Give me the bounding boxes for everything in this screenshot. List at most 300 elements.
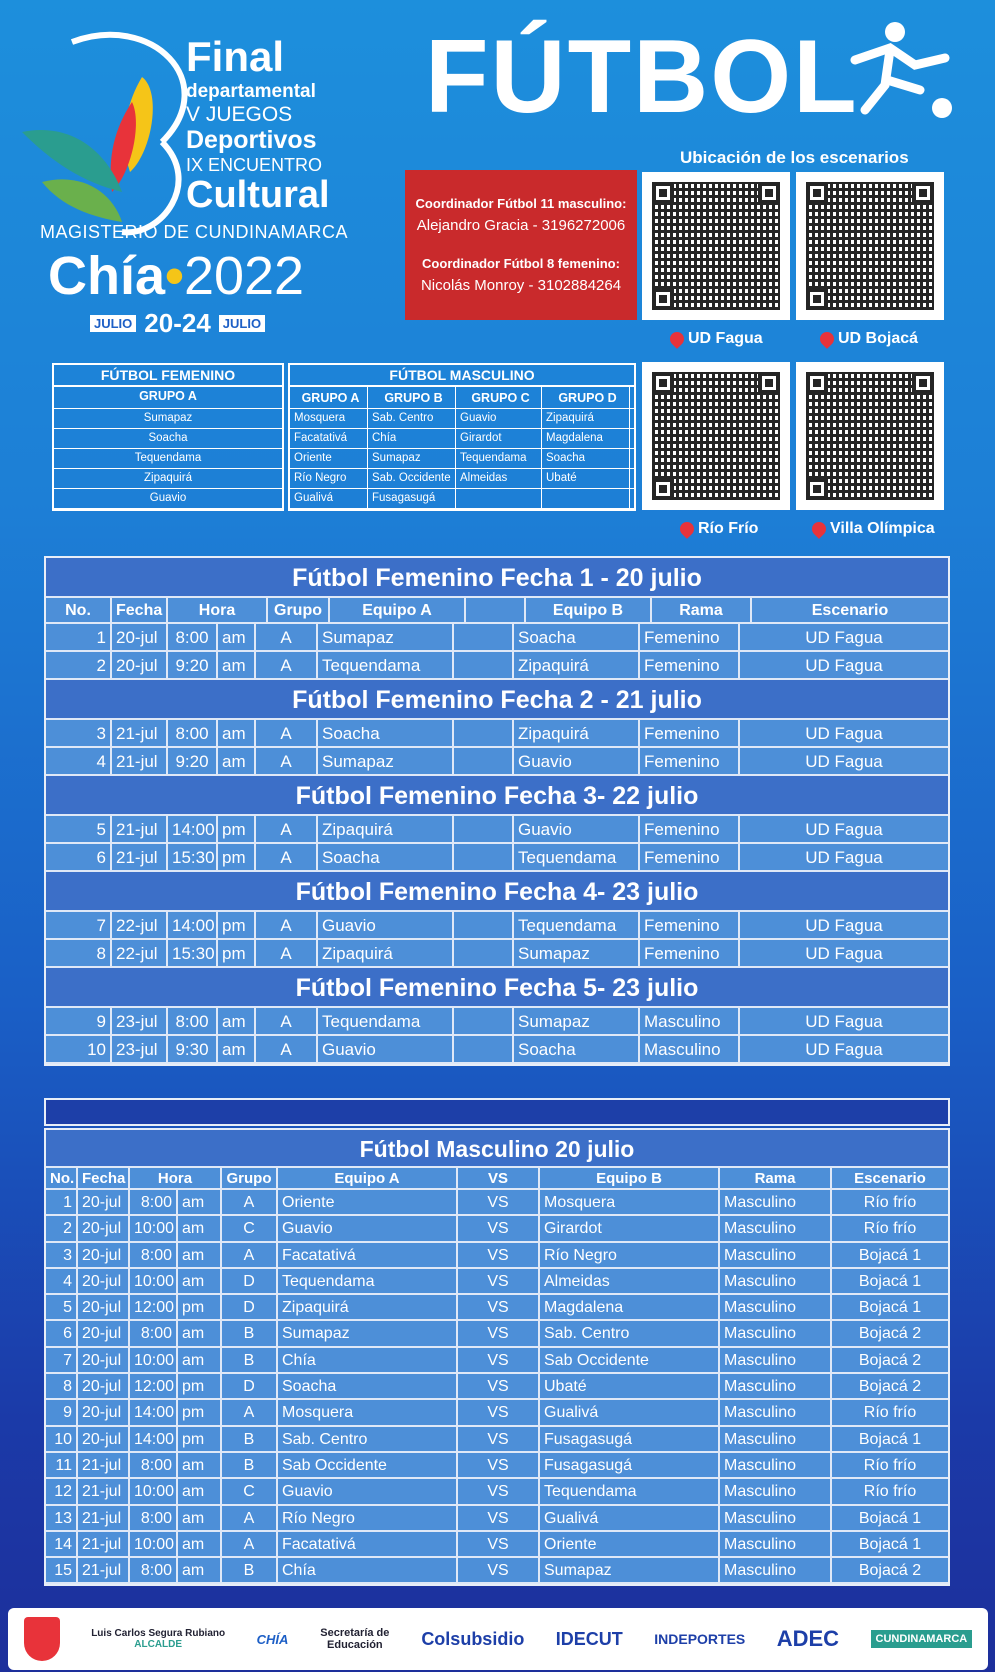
femenino-match-cell: A — [256, 940, 318, 966]
masculino-match-cell: VS — [458, 1190, 540, 1214]
masculino-group-cell: Mosquera — [290, 409, 368, 428]
masculino-match-cell: Bojacá 1 — [858, 1535, 922, 1553]
masculino-group-cell: Tequendama — [456, 449, 542, 468]
masculino-match-cell: Bojacá 1 — [858, 1246, 922, 1264]
femenino-match-cell: 20-jul — [112, 652, 168, 678]
femenino-match-cell: 22-jul — [112, 912, 168, 938]
masculino-group-header: GRUPO B — [368, 387, 456, 408]
femenino-match-cell: UD Fagua — [805, 944, 883, 963]
femenino-match-cell: 8 — [46, 940, 112, 966]
masculino-group-cell: Facatativá — [290, 429, 368, 448]
masculino-match-cell: 8:00 — [130, 1558, 178, 1582]
masculino-match-cell: D — [222, 1295, 278, 1319]
femenino-match-cell: 14:00 — [168, 816, 218, 842]
masculino-match-cell: am — [178, 1506, 222, 1530]
masculino-match-cell: Gualivá — [540, 1506, 720, 1530]
masculino-match-cell: VS — [458, 1453, 540, 1477]
femenino-team-row: Zipaquirá — [54, 469, 282, 489]
masculino-match-cell: am — [178, 1190, 222, 1214]
masculino-match-row — [46, 1295, 948, 1321]
femenino-match-row — [46, 940, 948, 968]
masculino-match-cell: 12:00 — [130, 1295, 178, 1319]
femenino-team-row: Guavio — [54, 489, 282, 509]
masculino-match-cell: 10:00 — [130, 1269, 178, 1293]
masculino-match-row — [46, 1269, 948, 1295]
masculino-match-cell: Masculino — [720, 1321, 832, 1345]
masculino-match-cell: 20-jul — [78, 1295, 130, 1319]
masculino-match-cell: 8 — [46, 1374, 78, 1398]
masculino-group-cell: Sab. Occidente — [368, 469, 456, 488]
masculino-match-row — [46, 1190, 948, 1216]
femenino-match-cell — [454, 624, 514, 650]
femenino-match-cell — [454, 652, 514, 678]
masculino-match-cell: 3 — [46, 1243, 78, 1267]
masculino-column-headers — [46, 1168, 948, 1190]
coordinators-box — [405, 170, 637, 320]
femenino-match-cell: UD Fagua — [805, 752, 883, 771]
femenino-column-header: Equipo A — [330, 598, 466, 622]
femenino-match-cell: A — [256, 624, 318, 650]
masculino-match-cell: Bojacá 1 — [858, 1299, 922, 1317]
masculino-groups-table — [288, 363, 636, 511]
masculino-group-cell: Río Negro — [290, 469, 368, 488]
masculino-match-row — [46, 1321, 948, 1347]
masculino-match-row — [46, 1216, 948, 1242]
chia-2022: Chía•2022 — [48, 246, 305, 306]
masculino-match-cell: Ubaté — [540, 1374, 720, 1398]
femenino-match-row — [46, 816, 948, 844]
masculino-group-cell: Sab. Centro — [368, 409, 456, 428]
masculino-match-cell: Soacha — [278, 1374, 458, 1398]
masculino-column-header: Escenario — [854, 1170, 926, 1187]
masculino-match-cell: am — [178, 1321, 222, 1345]
venue-ud-fagua: UD Fagua — [670, 330, 763, 348]
femenino-match-cell: am — [218, 720, 256, 746]
masculino-group-header: GRUPO D — [542, 387, 630, 408]
masculino-match-cell: Río frío — [863, 1456, 917, 1474]
femenino-match-row — [46, 1008, 948, 1036]
masculino-match-cell: Masculino — [720, 1243, 832, 1267]
masculino-match-cell: Facatativá — [278, 1243, 458, 1267]
femenino-match-row — [46, 844, 948, 872]
masculino-match-cell: B — [222, 1348, 278, 1372]
qr-villa-olimpica[interactable] — [796, 362, 944, 510]
masculino-match-cell: Bojacá 1 — [858, 1272, 922, 1290]
femenino-team-row: Sumapaz — [54, 409, 282, 429]
masculino-match-cell: Guavio — [278, 1216, 458, 1240]
femenino-section-title: Fútbol Femenino Fecha 3- 22 julio — [46, 776, 948, 816]
masculino-match-cell: 10:00 — [130, 1479, 178, 1503]
masculino-match-cell: 10:00 — [130, 1216, 178, 1240]
masculino-match-cell: B — [222, 1427, 278, 1451]
masculino-match-cell: Oriente — [278, 1190, 458, 1214]
masculino-match-cell: Masculino — [720, 1558, 832, 1582]
masculino-match-cell: Masculino — [720, 1532, 832, 1556]
masculino-match-row — [46, 1558, 948, 1584]
masculino-match-cell: 21-jul — [78, 1558, 130, 1582]
femenino-match-cell: pm — [218, 844, 256, 870]
soccer-player-icon — [845, 20, 955, 120]
masculino-match-cell: 1 — [46, 1190, 78, 1214]
qr-ud-fagua[interactable] — [642, 172, 790, 320]
femenino-match-cell: Zipaquirá — [318, 940, 454, 966]
masculino-match-cell: VS — [458, 1427, 540, 1451]
coordinator-2-title: Coordinador Fútbol 8 femenino: — [422, 256, 620, 271]
masculino-match-cell: A — [222, 1243, 278, 1267]
masculino-match-cell: 10:00 — [130, 1348, 178, 1372]
masculino-match-cell: Fusagasugá — [540, 1427, 720, 1451]
venue-ud-bojaca: UD Bojacá — [820, 330, 918, 348]
masculino-groups-title: FÚTBOL MASCULINO — [290, 365, 634, 387]
masculino-match-cell: Masculino — [720, 1295, 832, 1319]
femenino-match-cell: Femenino — [640, 940, 740, 966]
femenino-column-header: Equipo B — [526, 598, 652, 622]
masculino-match-cell: Masculino — [720, 1269, 832, 1293]
masculino-group-cell: Fusagasugá — [368, 489, 456, 508]
femenino-column-header: Escenario — [811, 602, 889, 619]
masculino-match-cell: 10:00 — [130, 1532, 178, 1556]
masculino-match-cell: Bojacá 1 — [858, 1430, 922, 1448]
masculino-match-cell: 20-jul — [78, 1400, 130, 1424]
masculino-match-row — [46, 1506, 948, 1532]
femenino-match-cell: Masculino — [640, 1036, 740, 1062]
masculino-match-cell: C — [222, 1216, 278, 1240]
femenino-match-row — [46, 624, 948, 652]
femenino-match-cell: 23-jul — [112, 1036, 168, 1062]
chia-shield-logo — [24, 1617, 60, 1661]
qr-ud-bojaca[interactable] — [796, 172, 944, 320]
masculino-column-header: No. — [46, 1168, 78, 1188]
masculino-group-cell: Almeidas — [456, 469, 542, 488]
logo-juegos: V JUEGOS — [186, 103, 293, 126]
location-pin-icon — [667, 329, 687, 349]
femenino-match-cell: Femenino — [640, 624, 740, 650]
masculino-match-cell: Sab Occidente — [278, 1453, 458, 1477]
masculino-group-header: GRUPO A — [290, 387, 368, 408]
masculino-group-cell: Gualivá — [290, 489, 368, 508]
masculino-match-row — [46, 1453, 948, 1479]
femenino-match-cell: UD Fagua — [805, 848, 883, 867]
masculino-group-row — [290, 449, 634, 469]
masculino-match-cell: 2 — [46, 1216, 78, 1240]
femenino-match-cell: A — [256, 912, 318, 938]
masculino-group-header: GRUPO C — [456, 387, 542, 408]
femenino-match-cell: am — [218, 1036, 256, 1062]
masculino-group-cell: Soacha — [542, 449, 630, 468]
masculino-schedule — [44, 1128, 950, 1586]
femenino-match-cell: Femenino — [640, 912, 740, 938]
masculino-match-cell: pm — [178, 1427, 222, 1451]
indeportes-logo: INDEPORTES — [654, 1631, 746, 1647]
masculino-match-cell: B — [222, 1453, 278, 1477]
femenino-match-cell: Guavio — [318, 1036, 454, 1062]
femenino-match-cell: pm — [218, 940, 256, 966]
femenino-match-cell: am — [218, 1008, 256, 1034]
femenino-match-cell: 9:30 — [168, 1036, 218, 1062]
schedule-divider — [44, 1098, 950, 1126]
masculino-match-cell: Gualivá — [540, 1400, 720, 1424]
masculino-match-cell: Río frío — [863, 1483, 917, 1501]
masculino-schedule-title: Fútbol Masculino 20 julio — [46, 1130, 948, 1168]
femenino-match-cell — [454, 720, 514, 746]
idecut-logo: IDECUT — [555, 1628, 623, 1649]
masculino-match-cell: Sumapaz — [540, 1558, 720, 1582]
femenino-match-cell: 21-jul — [112, 844, 168, 870]
femenino-match-cell: UD Fagua — [805, 628, 883, 647]
femenino-match-cell: A — [256, 748, 318, 774]
location-pin-icon — [817, 329, 837, 349]
masculino-match-cell: 20-jul — [78, 1321, 130, 1345]
masculino-match-cell: 4 — [46, 1269, 78, 1293]
masculino-match-cell: D — [222, 1269, 278, 1293]
page-title: FÚTBOL — [425, 19, 859, 135]
femenino-match-cell: Tequendama — [514, 844, 640, 870]
masculino-match-cell: B — [222, 1321, 278, 1345]
masculino-match-cell: pm — [178, 1295, 222, 1319]
masculino-match-cell: 20-jul — [78, 1374, 130, 1398]
femenino-match-cell: 20-jul — [112, 624, 168, 650]
femenino-match-cell — [454, 1008, 514, 1034]
masculino-match-cell: A — [222, 1532, 278, 1556]
femenino-team-row: Soacha — [54, 429, 282, 449]
femenino-match-cell: Soacha — [318, 844, 454, 870]
femenino-match-cell: Sumapaz — [318, 748, 454, 774]
masculino-column-header: Grupo — [222, 1168, 278, 1188]
femenino-section-title: Fútbol Femenino Fecha 2 - 21 julio — [46, 680, 948, 720]
femenino-match-cell — [454, 912, 514, 938]
femenino-match-cell: Soacha — [318, 720, 454, 746]
femenino-column-header: Fecha — [112, 598, 168, 622]
masculino-match-cell: Río frío — [863, 1220, 917, 1238]
masculino-match-cell: Masculino — [720, 1400, 832, 1424]
masculino-match-cell: am — [178, 1558, 222, 1582]
femenino-match-cell: am — [218, 748, 256, 774]
masculino-match-cell: 5 — [46, 1295, 78, 1319]
femenino-match-cell: A — [256, 816, 318, 842]
femenino-match-cell: 15:30 — [168, 844, 218, 870]
magisterio-label: MAGISTERIO DE CUNDINAMARCA — [40, 222, 349, 242]
femenino-column-header: Rama — [652, 598, 752, 622]
masculino-group-row — [290, 429, 634, 449]
masculino-match-cell: VS — [458, 1400, 540, 1424]
masculino-match-cell: Sab. Centro — [278, 1427, 458, 1451]
masculino-match-cell: pm — [178, 1374, 222, 1398]
femenino-column-headers — [46, 598, 948, 624]
femenino-match-cell: 9 — [46, 1008, 112, 1034]
masculino-column-header: Fecha — [78, 1168, 130, 1188]
femenino-match-row — [46, 748, 948, 776]
femenino-match-cell: pm — [218, 912, 256, 938]
femenino-match-cell: 22-jul — [112, 940, 168, 966]
event-logo-emblem — [12, 22, 202, 252]
femenino-match-cell: pm — [218, 816, 256, 842]
masculino-column-header: Hora — [130, 1168, 222, 1188]
masculino-column-header: VS — [458, 1168, 540, 1188]
masculino-match-cell: VS — [458, 1243, 540, 1267]
masculino-match-cell: Mosquera — [540, 1190, 720, 1214]
masculino-match-cell: 12 — [46, 1479, 78, 1503]
femenino-match-cell: 3 — [46, 720, 112, 746]
masculino-group-cell: Zipaquirá — [542, 409, 630, 428]
masculino-match-cell: Almeidas — [540, 1269, 720, 1293]
masculino-group-row — [290, 469, 634, 489]
femenino-match-row — [46, 720, 948, 748]
masculino-match-cell: am — [178, 1269, 222, 1293]
masculino-group-cell — [542, 489, 630, 508]
femenino-column-header: No. — [46, 598, 112, 622]
masculino-match-cell: am — [178, 1348, 222, 1372]
femenino-match-cell: UD Fagua — [805, 820, 883, 839]
masculino-match-cell: VS — [458, 1374, 540, 1398]
femenino-match-cell: 2 — [46, 652, 112, 678]
masculino-group-cell: Sumapaz — [368, 449, 456, 468]
masculino-match-cell: Oriente — [540, 1532, 720, 1556]
masculino-match-cell: Río frío — [863, 1404, 917, 1422]
masculino-match-cell: Girardot — [540, 1216, 720, 1240]
femenino-match-cell: Soacha — [514, 624, 640, 650]
femenino-match-row — [46, 1036, 948, 1064]
masculino-match-cell: 14:00 — [130, 1427, 178, 1451]
masculino-column-header: Equipo B — [540, 1168, 720, 1188]
masculino-match-cell: 7 — [46, 1348, 78, 1372]
femenino-match-cell: UD Fagua — [805, 1040, 883, 1059]
logo-departamental: departamental — [186, 81, 316, 102]
femenino-match-cell: A — [256, 720, 318, 746]
femenino-match-cell: Guavio — [318, 912, 454, 938]
masculino-match-cell: Chía — [278, 1348, 458, 1372]
coordinator-1-value: Alejandro Gracia - 3196272006 — [416, 217, 626, 234]
femenino-column-header: Hora — [168, 598, 268, 622]
venues-title: Ubicación de los escenarios — [680, 148, 909, 167]
masculino-match-cell: 8:00 — [130, 1243, 178, 1267]
femenino-match-cell — [454, 748, 514, 774]
femenino-match-cell: Guavio — [514, 748, 640, 774]
masculino-match-cell: 6 — [46, 1321, 78, 1345]
adec-logo: ADEC — [776, 1626, 840, 1651]
femenino-match-cell: UD Fagua — [805, 916, 883, 935]
masculino-match-cell: VS — [458, 1506, 540, 1530]
femenino-match-cell: 10 — [46, 1036, 112, 1062]
secretaria-educacion-logo: Secretaría de Educación — [320, 1627, 390, 1651]
femenino-match-cell: 14:00 — [168, 912, 218, 938]
masculino-match-cell: Bojacá 2 — [858, 1562, 922, 1580]
masculino-match-cell: B — [222, 1558, 278, 1582]
masculino-match-cell: 21-jul — [78, 1506, 130, 1530]
logo-encuentro: IX ENCUENTRO — [186, 155, 323, 175]
chia-logo: CHÍA — [256, 1631, 289, 1647]
masculino-match-cell: 11 — [46, 1453, 78, 1477]
masculino-match-cell: 20-jul — [78, 1427, 130, 1451]
femenino-match-cell: 9:20 — [168, 652, 218, 678]
masculino-group-cell: Ubaté — [542, 469, 630, 488]
femenino-match-cell: 5 — [46, 816, 112, 842]
masculino-match-cell: 8:00 — [130, 1321, 178, 1345]
sponsors-footer — [8, 1608, 988, 1670]
masculino-group-cell: Guavio — [456, 409, 542, 428]
femenino-match-cell: UD Fagua — [805, 724, 883, 743]
femenino-match-cell: Femenino — [640, 816, 740, 842]
femenino-match-cell: Soacha — [514, 1036, 640, 1062]
masculino-match-cell: Sab. Centro — [540, 1321, 720, 1345]
femenino-match-cell: Femenino — [640, 720, 740, 746]
masculino-match-row — [46, 1243, 948, 1269]
masculino-match-cell: 14:00 — [130, 1400, 178, 1424]
masculino-match-cell: am — [178, 1243, 222, 1267]
masculino-match-cell: Bojacá 2 — [858, 1351, 922, 1369]
masculino-match-cell: Magdalena — [540, 1295, 720, 1319]
masculino-match-cell: VS — [458, 1269, 540, 1293]
location-pin-icon — [677, 519, 697, 539]
femenino-match-cell: Guavio — [514, 816, 640, 842]
femenino-match-cell: Zipaquirá — [514, 720, 640, 746]
masculino-match-cell: 20-jul — [78, 1348, 130, 1372]
femenino-match-cell: 21-jul — [112, 720, 168, 746]
masculino-match-row — [46, 1427, 948, 1453]
venue-villa-olimpica: Villa Olímpica — [812, 520, 935, 538]
femenino-match-cell: Zipaquirá — [514, 652, 640, 678]
femenino-match-cell: am — [218, 624, 256, 650]
masculino-match-cell: D — [222, 1374, 278, 1398]
qr-rio-frio[interactable] — [642, 362, 790, 510]
masculino-match-cell: Masculino — [720, 1216, 832, 1240]
masculino-match-cell: Mosquera — [278, 1400, 458, 1424]
femenino-team-row: Tequendama — [54, 449, 282, 469]
femenino-section-title: Fútbol Femenino Fecha 1 - 20 julio — [46, 558, 948, 598]
femenino-match-cell: Tequendama — [318, 652, 454, 678]
logo-cultural: Cultural — [186, 174, 330, 216]
masculino-match-cell: A — [222, 1506, 278, 1530]
femenino-match-cell: Sumapaz — [514, 940, 640, 966]
femenino-match-cell: 8:00 — [168, 720, 218, 746]
femenino-groups-table — [52, 363, 284, 511]
venue-rio-frio: Río Frío — [680, 520, 758, 538]
masculino-match-cell: VS — [458, 1295, 540, 1319]
masculino-match-cell: Masculino — [720, 1427, 832, 1451]
femenino-match-cell — [454, 940, 514, 966]
masculino-match-cell: am — [178, 1479, 222, 1503]
masculino-match-cell: Guavio — [278, 1479, 458, 1503]
femenino-match-cell: Femenino — [640, 652, 740, 678]
femenino-match-cell — [454, 844, 514, 870]
femenino-match-cell: 8:00 — [168, 624, 218, 650]
masculino-match-cell: 21-jul — [78, 1479, 130, 1503]
masculino-match-cell: Sumapaz — [278, 1321, 458, 1345]
femenino-match-cell: A — [256, 652, 318, 678]
masculino-match-cell: 21-jul — [78, 1453, 130, 1477]
femenino-column-header — [466, 598, 526, 622]
masculino-match-cell: Masculino — [720, 1453, 832, 1477]
femenino-match-cell: 7 — [46, 912, 112, 938]
femenino-match-cell: UD Fagua — [805, 1012, 883, 1031]
femenino-match-cell: 8:00 — [168, 1008, 218, 1034]
femenino-match-cell: 15:30 — [168, 940, 218, 966]
masculino-match-cell: 13 — [46, 1506, 78, 1530]
masculino-match-cell: A — [222, 1400, 278, 1424]
masculino-match-cell: Río Negro — [278, 1506, 458, 1530]
masculino-match-cell: Masculino — [720, 1190, 832, 1214]
masculino-match-cell: Río Negro — [540, 1243, 720, 1267]
masculino-group-cell: Girardot — [456, 429, 542, 448]
masculino-match-cell: VS — [458, 1321, 540, 1345]
masculino-match-cell: Fusagasugá — [540, 1453, 720, 1477]
logo-final: Final — [186, 33, 285, 80]
femenino-match-cell: Tequendama — [318, 1008, 454, 1034]
masculino-group-cell — [456, 489, 542, 508]
masculino-match-cell: Bojacá 2 — [858, 1378, 922, 1396]
masculino-match-row — [46, 1374, 948, 1400]
femenino-match-cell: Zipaquirá — [318, 816, 454, 842]
masculino-match-cell: 10 — [46, 1427, 78, 1451]
